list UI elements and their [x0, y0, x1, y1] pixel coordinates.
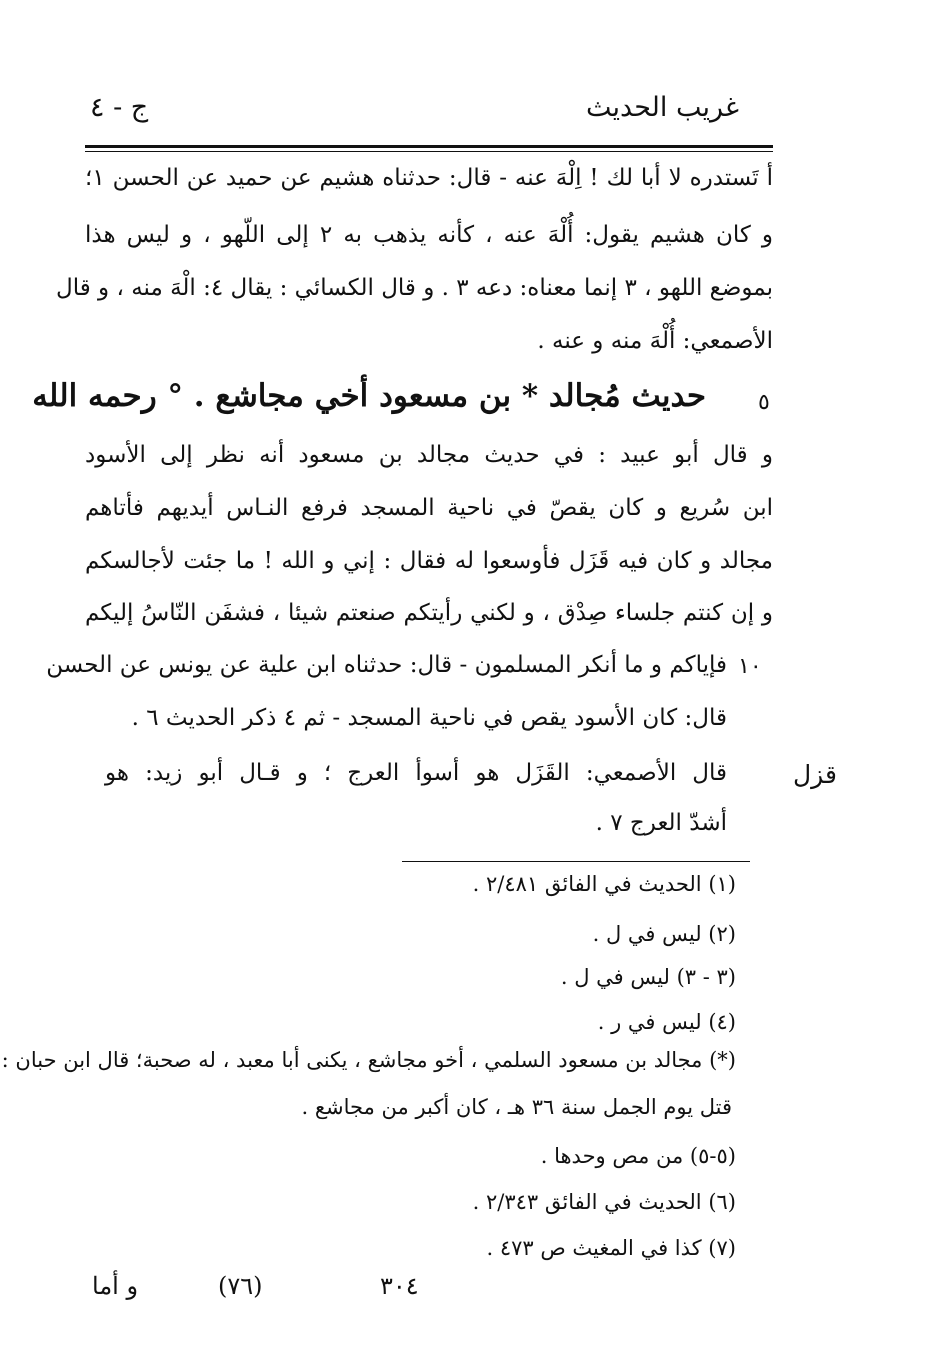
text-line: قال الأصمعي: القَزَل هو أسوأ العرج ؛ و قـال أبو زيد: هو	[105, 760, 727, 786]
footnote: (٢) ليس في ل .	[592, 922, 736, 946]
text-line: مجالد و كان فيه قَزَل فأوسعوا له فقال : إني و الله ! ما جئت لأجالسكم	[85, 548, 773, 574]
text-line: و كان هشيم يقول: أُلْهَ عنه ، كأنه يذهب به ٢ إلى اللّهو ، و ليس هذا	[85, 222, 773, 248]
section-number: ٥	[758, 390, 770, 415]
text-line: و قال أبو عبيد : في حديث مجالد بن مسعود أنه نظر إلى الأسود	[85, 442, 773, 468]
page-number: ٣٠٤	[380, 1272, 419, 1300]
section-heading: حديث مُجالد * بن مسعود أخي مجاشع . ° رحمه الله	[32, 378, 706, 414]
footnote: (٣ - ٣) ليس في ل .	[560, 965, 736, 989]
text-line: و إن كنتم جلساء صِدْق ، و لكني رأيتكم صنعتم شيئا ، فشفَن النّاسُ إليكم	[85, 600, 773, 626]
footnote: (*) مجالد بن مسعود السلمي ، أخو مجاشع ، يكنى أبا معبد ، له صحبة؛ قال ابن حبان :	[1, 1048, 736, 1072]
running-title: غريب الحديث	[586, 92, 739, 123]
footnote: (١) الحديث في الفائق ٢/٤٨١ .	[472, 872, 736, 896]
footnote: (٥-٥) من مص وحدها .	[540, 1144, 736, 1168]
footnote: (٤) ليس في ر .	[597, 1010, 736, 1034]
margin-keyword: قزل	[793, 760, 837, 789]
signature-mark: (٧٦)	[218, 1272, 263, 1300]
catchword: و أما	[92, 1272, 139, 1300]
footnote: (٦) الحديث في الفائق ٢/٣٤٣ .	[472, 1190, 736, 1214]
text-line: الأصمعي: أُلْهَ منه و عنه .	[537, 328, 773, 354]
line-number: ١٠	[738, 654, 762, 679]
text-line: أ تَستدره لا أبا لك ! اِلْهَ عنه - قال: حدثناه هشيم عن حميد عن الحسن ١؛	[85, 165, 773, 191]
volume-label: ج - ٤	[90, 92, 149, 123]
header-rule-thin	[85, 151, 773, 152]
text-line: أشدّ العرج ٧ .	[595, 810, 727, 836]
footnote: قتل يوم الجمل سنة ٣٦ هـ ، كان أكبر من مجاشع .	[301, 1095, 732, 1119]
header-rule-thick	[85, 145, 773, 148]
text-line: قال: كان الأسود يقص في ناحية المسجد - ثم ٤ ذكر الحديث ٦ .	[131, 705, 727, 731]
text-line: بموضع اللهو ، ٣ إنما معناه: دعه ٣ . و قال الكسائي : يقال ٤: الْهَ منه ، و قال	[56, 275, 773, 301]
text-line: ابن سُريع و كان يقصّ في ناحية المسجد فرفع النـاس أيديهم فأتاهم	[85, 495, 773, 521]
footnote-rule	[402, 861, 750, 862]
text-line: فإياكم و ما أنكر المسلمون - قال: حدثناه ابن علية عن يونس عن الحسن	[46, 652, 727, 678]
footnote: (٧) كذا في المغيث ص ٤٧٣ .	[486, 1236, 736, 1260]
